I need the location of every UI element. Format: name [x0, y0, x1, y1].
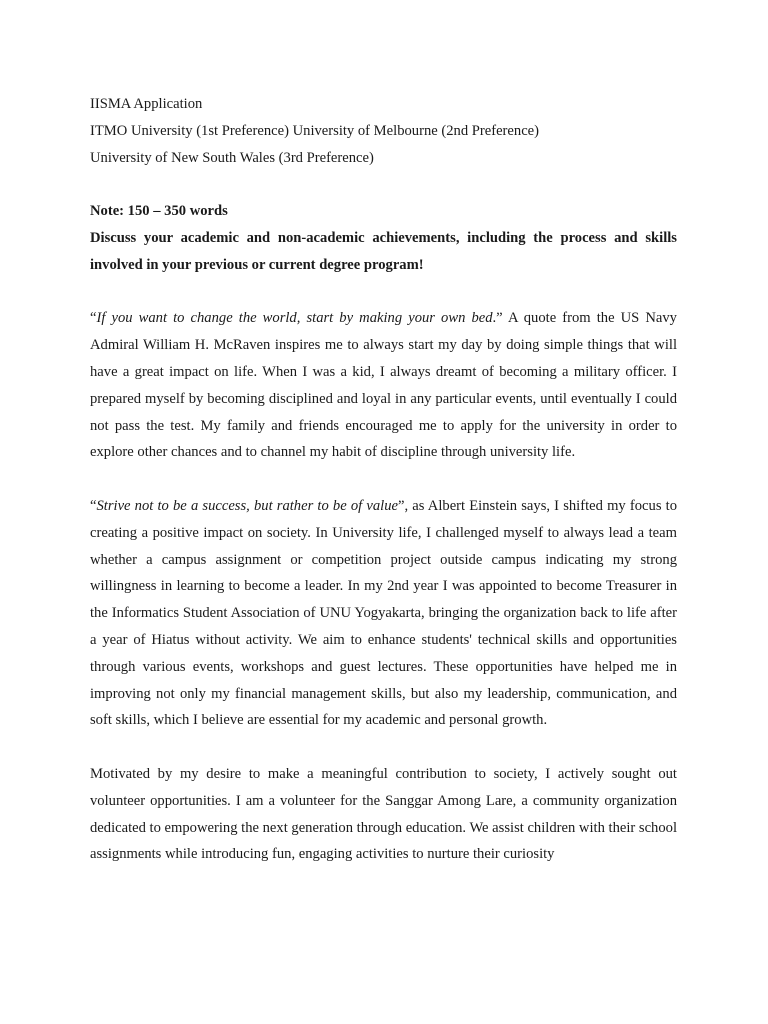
paragraph-text: , as Albert Einstein says, I shifted my focus to creating a positive impact on society. In University life, I challenged myself to always lead a team whether a campus assignment or competition project outside campus indicating my strong willingness in learning to become a leader. In my 2nd year I was appointed to become Treasurer in the Informatics Student Association of UNU Yogyakarta, bringing the organization back to life after a year of Hiatus without activity. We aim to enhance students' technical skills and opportunities through various events, workshops and guest lectures. These opportunities have helped me in improving not only my financial management skills, but also my leadership, communication, and soft skills, which I believe are essential for my academic and personal growth. — [90, 497, 678, 729]
spacer — [90, 734, 677, 761]
document-title: IISMA Application — [90, 96, 203, 112]
university-preferences-line: ITMO University (1st Preference) University of Melbourne (2nd Preference) — [90, 122, 540, 139]
paragraph-text: A quote from the US Navy Admiral William H. McRaven inspires me to always start my day by doing simple things that will have a great impact on life. When I was a kid, I always dreamt of becoming a military officer. I prepared myself by becoming disciplined and loyal in any particular events, until eventually I could not pass the test. My family and friends encouraged me to apply for the university in order to explore other chances and to channel my habit of discipline through university life. — [90, 310, 677, 461]
essay-paragraph-1 — [90, 305, 677, 466]
close-quote-mark: ” — [398, 497, 405, 514]
essay-prompt: Discuss your academic and non-academic achievements, including the process and skills involved in your previous or current degree program! — [90, 229, 677, 273]
essay-paragraph-3: Motivated by my desire to make a meaningful contribution to society, I actively sought out volunteer opportunities. I am a volunteer for the Sanggar Among Lare, a community organization dedicated to empowering the next generation through education. We assist children with their school assignments while introducing fun, engaging activities to nurture their curiosity — [90, 765, 678, 863]
university-preferences-line-2: University of New South Wales (3rd Preference) — [90, 149, 374, 166]
word-count-note: Note: 150 – 350 words — [90, 203, 228, 220]
document-page — [90, 91, 677, 868]
mcraven-quote: If you want to change the world, start by making your own bed — [96, 310, 493, 327]
spacer — [90, 279, 677, 306]
open-quote-mark: “ — [90, 497, 97, 514]
essay-paragraph-2 — [90, 493, 677, 734]
einstein-quote: Strive not to be a success, but rather to be of value — [96, 497, 398, 514]
open-quote-mark: “ — [90, 310, 97, 327]
close-quote-mark: .” — [492, 310, 503, 327]
spacer — [90, 171, 677, 198]
spacer — [90, 466, 677, 493]
